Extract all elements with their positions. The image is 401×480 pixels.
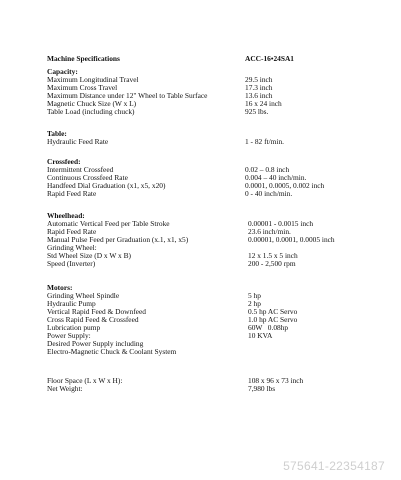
spec-label: Lubrication pump xyxy=(47,323,101,332)
model-number: ACC-16•24SA1 xyxy=(245,54,294,63)
spec-label: Table Load (including chuck) xyxy=(47,107,135,116)
spec-value: 23.6 inch/min. xyxy=(248,227,291,236)
spec-label: Floor Space (L x W x H): xyxy=(47,376,123,385)
spec-value: 16 x 24 inch xyxy=(245,99,282,108)
spec-row xyxy=(47,138,377,146)
section-title-wheelhead: Wheelhead: xyxy=(47,211,85,220)
spec-value: 29.5 inch xyxy=(245,75,273,84)
spec-label: Manual Pulse Feed per Graduation (x.1, x1, x5) xyxy=(47,235,189,244)
spec-row xyxy=(47,385,377,393)
spec-label: Cross Rapid Feed & Crossfeed xyxy=(47,315,139,324)
spec-value: 108 x 96 x 73 inch xyxy=(248,376,304,385)
wheelhead-section xyxy=(47,212,377,268)
section-title-capacity: Capacity: xyxy=(47,67,78,76)
capacity-section xyxy=(47,68,377,116)
spec-label: Continuous Crossfeed Rate xyxy=(47,173,128,182)
spec-value: 1 - 82 ft/min. xyxy=(245,137,285,146)
spec-value: 0.02 – 0.8 inch xyxy=(245,165,290,174)
dimensions-section xyxy=(47,377,377,393)
spec-row xyxy=(47,292,377,300)
spec-value: 0 - 40 inch/min. xyxy=(245,189,293,198)
motors-section xyxy=(47,284,377,356)
spec-value: 60W 0.08hp xyxy=(248,323,289,332)
spec-label: Handfeed Dial Graduation (x1, x5, x20) xyxy=(47,181,166,190)
spec-value: 17.3 inch xyxy=(245,83,273,92)
spec-label: Rapid Feed Rate xyxy=(47,189,97,198)
spec-value: 12 x 1.5 x 5 inch xyxy=(248,251,298,260)
spec-row xyxy=(47,377,377,385)
spec-label: Speed (Inverter) xyxy=(47,259,96,268)
spec-label: Grinding Wheel: xyxy=(47,243,97,252)
spec-row xyxy=(47,108,377,116)
spec-value: 0.0001, 0.0005, 0.002 inch xyxy=(245,181,325,190)
listing-id-watermark: 575641-22354187 xyxy=(283,459,385,473)
spec-row xyxy=(47,260,377,268)
spec-value: 5 hp xyxy=(248,291,261,300)
spec-label: Desired Power Supply including xyxy=(47,339,144,348)
spec-value: 10 KVA xyxy=(248,331,273,340)
spec-header xyxy=(47,55,377,64)
section-title-crossfeed: Crossfeed: xyxy=(47,157,81,166)
spec-value: 0.5 hp AC Servo xyxy=(248,307,298,316)
spec-value: 200 - 2,500 rpm xyxy=(248,259,296,268)
spec-label: Hydraulic Feed Rate xyxy=(47,137,109,146)
spec-value: 1.0 hp AC Servo xyxy=(248,315,298,324)
spec-label: Magnetic Chuck Size (W x L) xyxy=(47,99,137,108)
spec-label: Rapid Feed Rate xyxy=(47,227,97,236)
spec-value: 0.00001, 0.0001, 0.0005 inch xyxy=(248,235,335,244)
spec-value: 925 lbs. xyxy=(245,107,269,116)
spec-label: Maximum Cross Travel xyxy=(47,83,118,92)
spec-row xyxy=(47,182,377,190)
spec-label: Automatic Vertical Feed per Table Stroke xyxy=(47,219,170,228)
spec-row xyxy=(47,220,377,228)
spec-label: Vertical Rapid Feed & Downfeed xyxy=(47,307,146,316)
section-title-motors: Motors: xyxy=(47,283,73,292)
spec-label: Maximum Distance under 12" Wheel to Table Surface xyxy=(47,91,208,100)
spec-value: 2 hp xyxy=(248,299,261,308)
spec-label: Intermittent Crossfeed xyxy=(47,165,114,174)
crossfeed-section xyxy=(47,158,377,198)
spec-value: 7,980 lbs xyxy=(248,384,276,393)
spec-value: 13.6 inch xyxy=(245,91,273,100)
spec-title: Machine Specifications xyxy=(47,54,120,63)
spec-row xyxy=(47,348,377,356)
spec-label: Net Weight: xyxy=(47,384,83,393)
spec-label: Grinding Wheel Spindle xyxy=(47,291,120,300)
spec-row xyxy=(47,324,377,332)
spec-label: Power Supply: xyxy=(47,331,91,340)
spec-row xyxy=(47,252,377,260)
spec-value: 0.004 – 40 inch/min. xyxy=(245,173,307,182)
spec-row xyxy=(47,190,377,198)
spec-label: Hydraulic Pump xyxy=(47,299,96,308)
spec-label: Electro-Magnetic Chuck & Coolant System xyxy=(47,347,177,356)
spec-label: Std Wheel Size (D x W x B) xyxy=(47,251,131,260)
spec-value: 0.00001 - 0.0015 inch xyxy=(248,219,314,228)
table-section xyxy=(47,130,377,146)
section-title-table: Table: xyxy=(47,129,67,138)
spec-label: Maximum Longitudinal Travel xyxy=(47,75,139,84)
